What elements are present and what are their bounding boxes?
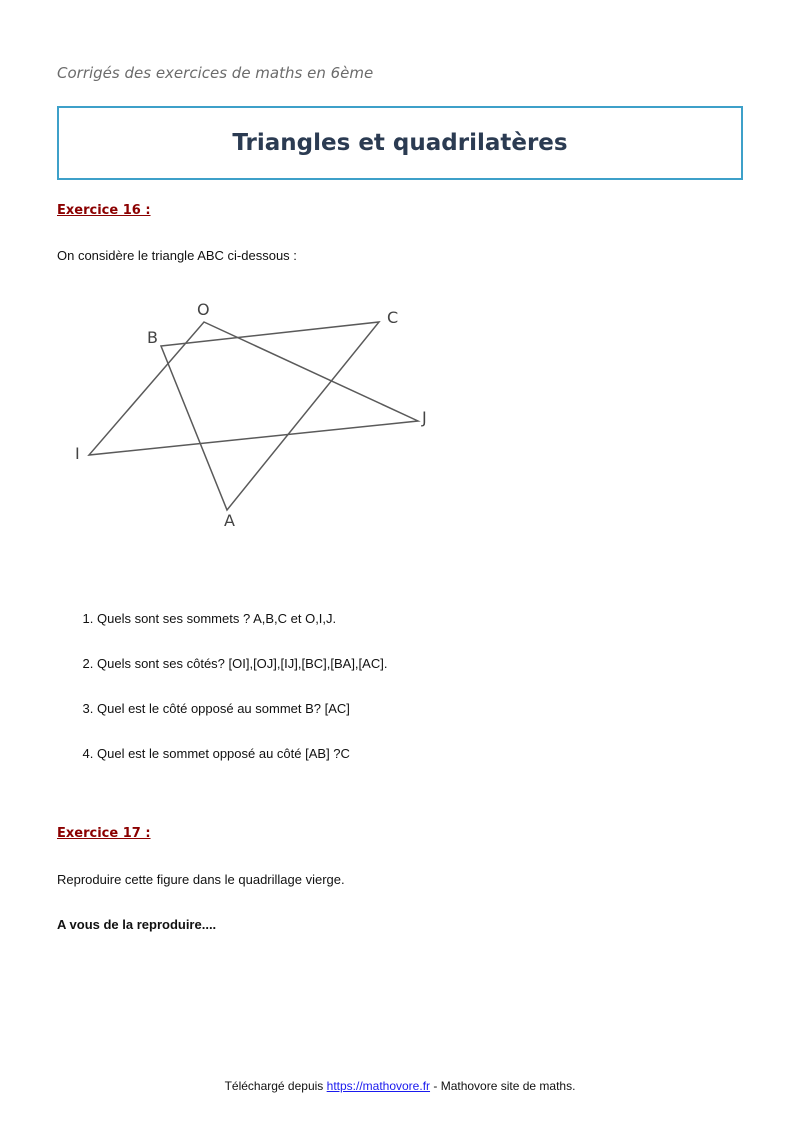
question-1: 1. Quels sont ses sommets ? A,B,C et O,I,J. bbox=[97, 610, 387, 655]
vertex-label-b: B bbox=[147, 328, 158, 347]
footer-suffix: - Mathovore site de maths. bbox=[430, 1079, 576, 1093]
title-box bbox=[57, 106, 743, 180]
question-3: 3. Quel est le côté opposé au sommet B? [AC] bbox=[97, 700, 387, 745]
exercise-16-intro: On considère le triangle ABC ci-dessous : bbox=[57, 248, 297, 263]
vertex-label-j: J bbox=[422, 408, 427, 427]
vertex-label-c: C bbox=[387, 308, 399, 327]
question-4: 4. Quel est le sommet opposé au côté [AB] ?C bbox=[97, 745, 387, 790]
footer bbox=[0, 1079, 800, 1093]
exercise-17-prompt: A vous de la reproduire.... bbox=[57, 917, 217, 932]
vertex-label-o: O bbox=[197, 300, 210, 319]
vertex-label-a: A bbox=[224, 511, 235, 530]
header-note: Corrigés des exercices de maths en 6ème bbox=[57, 64, 374, 82]
exercise-17-heading: Exercice 17 : bbox=[57, 826, 151, 841]
footer-prefix: Téléchargé depuis bbox=[224, 1079, 327, 1093]
footer-link[interactable]: https://mathovore.fr bbox=[326, 1079, 431, 1093]
vertex-label-i: I bbox=[75, 444, 80, 463]
triangles-figure bbox=[57, 290, 457, 540]
exercise-17-instruction: Reproduire cette figure dans le quadrillage vierge. bbox=[57, 872, 345, 887]
question-list bbox=[57, 610, 387, 790]
triangle-abc bbox=[161, 322, 379, 510]
triangle-oij bbox=[89, 322, 418, 455]
exercise-16-heading: Exercice 16 : bbox=[57, 203, 151, 218]
page-title: Triangles et quadrilatères bbox=[232, 130, 568, 156]
question-2: 2. Quels sont ses côtés? [OI],[OJ],[IJ],[BC],[BA],[AC]. bbox=[97, 655, 387, 700]
